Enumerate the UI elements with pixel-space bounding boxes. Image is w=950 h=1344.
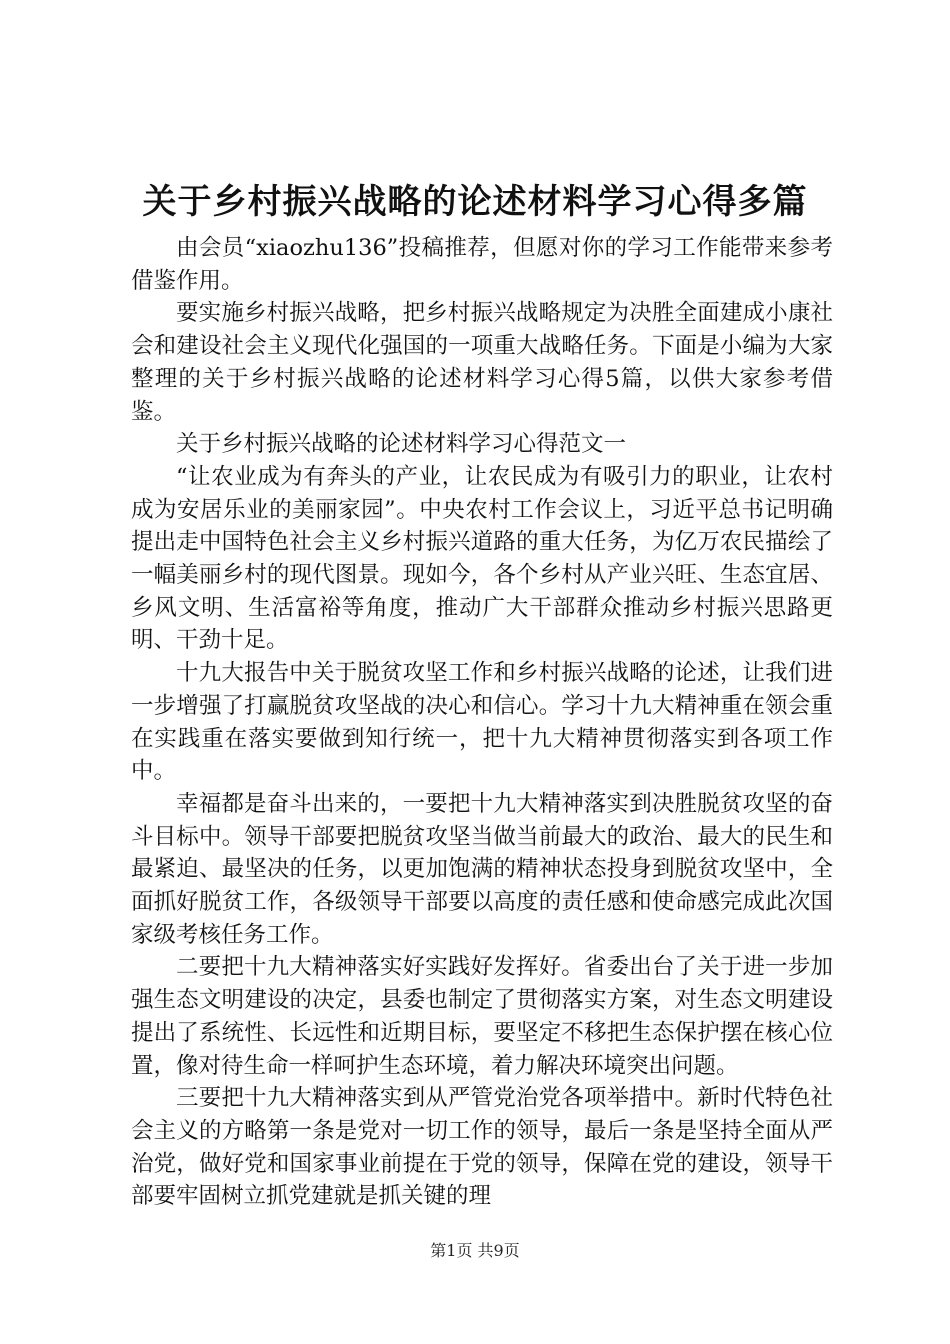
paragraph-point-one: 幸福都是奋斗出来的，一要把十九大精神落实到决胜脱贫攻坚的奋斗目标中。领导干部要把脱贫攻坚当做当前最大的政治、最大的民生和最紧迫、最坚决的任务，以更加饱满的精神状态投身到脱贫攻坚中，全面抓好脱贫工作，各级领导干部要以高度的责任感和使命感完成此次国家级考核任务工作。 [131,790,833,948]
section-heading-sample-one: 关于乡村振兴战略的论述材料学习心得范文一 [176,431,627,458]
page-number-footer: 第1页 共9页 [430,1241,520,1260]
paragraph-point-three: 三要把十九大精神落实到从严管党治党各项举措中。新时代特色社会主义的方略第一条是党对一切工作的领导，最后一条是坚持全面从严治党，做好党和国家事业前提在于党的领导，保障在党的建设，领导干部要牢固树立抓党建就是抓关键的理 [131,1085,833,1210]
paragraph-overview: 要实施乡村振兴战略，把乡村振兴战略规定为决胜全面建成小康社会和建设社会主义现代化强国的一项重大战略任务。下面是小编为大家整理的关于乡村振兴战略的论述材料学习心得5篇，以供大家参考借鉴。 [131,300,833,425]
paragraph-rural-vision: “让农业成为有奔头的产业，让农民成为有吸引力的职业，让农村成为安居乐业的美丽家园”。中央农村工作会议上，习近平总书记明确提出走中国特色社会主义乡村振兴道路的重大任务，为亿万农民描绘了一幅美丽乡村的现代图景。现如今，各个乡村从产业兴旺、生态宜居、乡风文明、生活富裕等角度，推动广大干部群众推动乡村振兴思路更明、干劲十足。 [131,463,833,654]
document-body [131,232,833,1213]
paragraph-intro: 由会员“xiaozhu136”投稿推荐，但愿对你的学习工作能带来参考借鉴作用。 [131,235,833,294]
paragraph-point-two: 二要把十九大精神落实好实践好发挥好。省委出台了关于进一步加强生态文明建设的决定，县委也制定了贯彻落实方案，对生态文明建设提出了系统性、长远性和近期目标，要坚定不移把生态保护摆在核心位置，像对待生命一样呵护生态环境，着力解决环境突出问题。 [131,954,833,1079]
document-title: 关于乡村振兴战略的论述材料学习心得多篇 [142,182,808,222]
paragraph-nineteenth-congress: 十九大报告中关于脱贫攻坚工作和乡村振兴战略的论述，让我们进一步增强了打赢脱贫攻坚战的决心和信心。学习十九大精神重在领会重在实践重在落实要做到知行统一，把十九大精神贯彻落实到各项工作中。 [131,660,833,785]
